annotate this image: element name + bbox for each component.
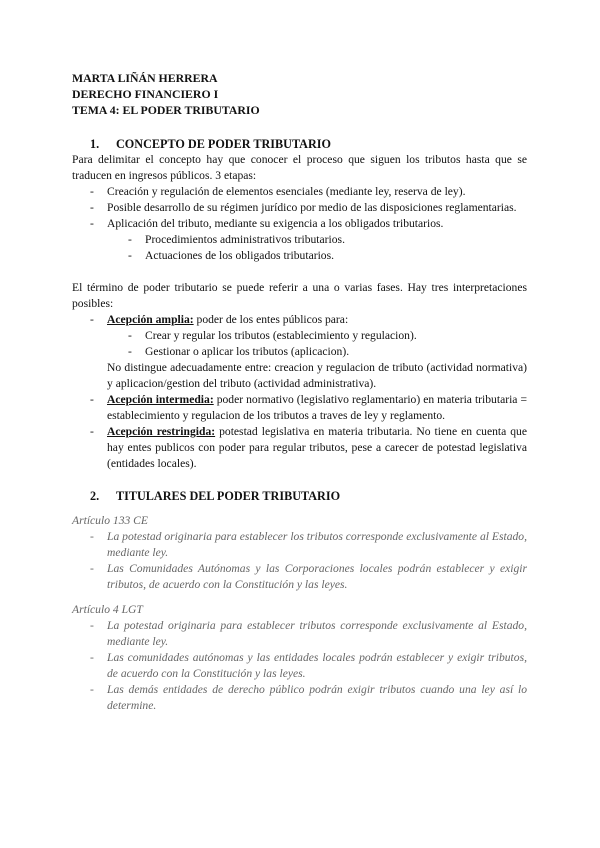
list-item: - Crear y regular los tributos (establecimiento y regulacion). xyxy=(72,328,527,344)
section-2-heading xyxy=(72,488,527,504)
intermediate-interpretation xyxy=(72,392,527,424)
topic-title: TEMA 4: EL PODER TRIBUTARIO xyxy=(72,103,260,117)
list-item: - Procedimientos administrativos tributarios. xyxy=(72,232,527,248)
list-item: - Gestionar o aplicar los tributos (aplicacion). xyxy=(72,344,527,360)
section-1-heading xyxy=(72,136,527,152)
list-item: - Posible desarrollo de su régimen jurídico por medio de las disposiciones reglamentarias. xyxy=(72,200,527,216)
article-133-ce-heading: Artículo 133 CE xyxy=(72,514,148,527)
broad-sublist xyxy=(107,328,527,360)
interpretations-intro: El término de poder tributario se puede referir a una o varias fases. Hay tres interpretaciones posibles: xyxy=(72,281,527,310)
section-1-intro: Para delimitar el concepto hay que conocer el proceso que siguen los tributos hasta que se traducen en ingresos públicos. 3 etapas: xyxy=(72,153,527,182)
article-4-lgt-list xyxy=(72,618,527,714)
broad-text: poder de los entes públicos para: xyxy=(193,313,349,326)
author-name: MARTA LIÑÁN HERRERA xyxy=(72,71,218,85)
restricted-text: potestad legislativa en materia tributaria. No tiene en cuenta que hay entes publicos con poder para regular tributos, pese a carecer de potestad legislativa (entidades locales). xyxy=(107,425,527,470)
document-page xyxy=(72,70,527,714)
list-item: - Las demás entidades de derecho público podrán exigir tributos cuando una ley así lo determine. xyxy=(72,682,527,714)
list-item: - Las comunidades autónomas y las entidades locales podrán establecer y exigir tributos, de acuerdo con la Constitución y las leyes. xyxy=(72,650,527,682)
intermediate-text: poder normativo (legislativo reglamentario) en materia tributaria = establecimiento y regulacion de los tributos a traves de ley y reglamento. xyxy=(107,393,528,422)
list-item: - Creación y regulación de elementos esenciales (mediante ley, reserva de ley). xyxy=(72,184,527,200)
list-item: - Actuaciones de los obligados tributarios. xyxy=(72,248,527,264)
article-133-ce-list xyxy=(72,529,527,593)
section-1-number: 1. xyxy=(90,137,100,151)
stage-3-sublist xyxy=(107,232,527,264)
section-1-title: CONCEPTO DE PODER TRIBUTARIO xyxy=(116,137,332,151)
article-4-lgt-heading: Artículo 4 LGT xyxy=(72,603,143,616)
interpretations-list-cont xyxy=(72,392,527,472)
restricted-label: Acepción restringida: xyxy=(107,425,216,438)
section-2-number: 2. xyxy=(90,489,100,503)
list-item xyxy=(72,216,527,264)
broad-label: Acepción amplia: xyxy=(107,313,194,326)
intermediate-label: Acepción intermedia: xyxy=(107,393,214,406)
list-item: - La potestad originaria para establecer tributos corresponde exclusivamente al Estado, mediante ley. xyxy=(72,618,527,650)
section-2-title: TITULARES DEL PODER TRIBUTARIO xyxy=(116,489,341,503)
broad-note: No distingue adecuadamente entre: creacion y regulacion de tributo (actividad normativa) y aplicacion/gestion del tributo (actividad administrativa). xyxy=(107,361,527,390)
stages-list xyxy=(72,184,527,264)
restricted-interpretation xyxy=(72,424,527,472)
list-item-text: Aplicación del tributo, mediante su exigencia a los obligados tributarios. xyxy=(107,217,444,230)
list-item: - La potestad originaria para establecer los tributos corresponde exclusivamente al Estado, mediante ley. xyxy=(72,529,527,561)
course-name: DERECHO FINANCIERO I xyxy=(72,87,219,101)
broad-interpretation xyxy=(72,312,527,360)
list-item: - Las Comunidades Autónomas y las Corporaciones locales podrán establecer y exigir tributos, de acuerdo con la Constitución y las leyes. xyxy=(72,561,527,593)
interpretations-list xyxy=(72,312,527,360)
